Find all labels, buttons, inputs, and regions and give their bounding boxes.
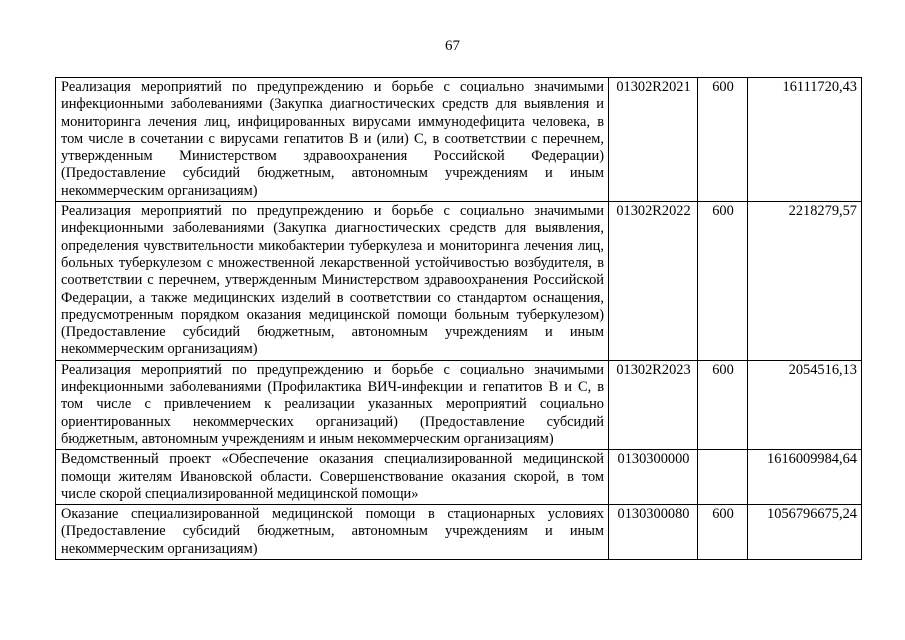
table-row	[56, 78, 862, 202]
row-amount: 1616009984,64	[748, 450, 862, 505]
table-row	[56, 360, 862, 449]
row-target-code: 0130300080	[609, 505, 698, 560]
table-row	[56, 505, 862, 560]
row-amount: 16111720,43	[748, 78, 862, 202]
row-amount: 2054516,13	[748, 360, 862, 449]
table-row	[56, 450, 862, 505]
row-description: Оказание специализированной медицинской помощи в стационарных условиях (Предоставление субсидий бюджетным, автономным учреждениям и иным некоммерческим организациям)	[56, 505, 609, 560]
row-expense-type: 600	[698, 202, 748, 361]
row-target-code: 0130300000	[609, 450, 698, 505]
row-target-code: 01302R2022	[609, 202, 698, 361]
row-expense-type: 600	[698, 360, 748, 449]
row-description: Реализация мероприятий по предупреждению и борьбе с социально значимыми инфекционными заболеваниями (Закупка диагностических средств для выявления и мониторинга лечения лиц, инфицированных вирусами иммунодефицита человека, в том числе в сочетании с вирусами гепатитов B и (или) C, в соответствии с перечнем, утвержденным Министерством здравоохранения Российской Федерации) (Предоставление субсидий бюджетным, автономным учреждениям и иным некоммерческим организациям)	[56, 78, 609, 202]
row-description: Реализация мероприятий по предупреждению и борьбе с социально значимыми инфекционными заболеваниями (Профилактика ВИЧ-инфекции и гепатитов B и C, в том числе с привлечением к реализации указанных мероприятий социально ориентированных некоммерческих организаций) (Предоставление субсидий бюджетным, автономным учреждениям и иным некоммерческим организациям)	[56, 360, 609, 449]
row-amount: 2218279,57	[748, 202, 862, 361]
row-expense-type: 600	[698, 505, 748, 560]
row-target-code: 01302R2021	[609, 78, 698, 202]
budget-table	[55, 77, 862, 560]
row-description: Ведомственный проект «Обеспечение оказания специализированной медицинской помощи жителям Ивановской области. Совершенствование оказания скорой, в том числе скорой специализированной медицинской помощи»	[56, 450, 609, 505]
row-expense-type	[698, 450, 748, 505]
row-description: Реализация мероприятий по предупреждению и борьбе с социально значимыми инфекционными заболеваниями (Закупка диагностических средств для выявления, определения чувствительности микобактерии туберкулеза и мониторинга лечения лиц, больных туберкулезом с множественной лекарственной устойчивостью возбудителя, в соответствии с перечнем, утвержденным Министерством здравоохранения Российской Федерации, а также медицинских изделий в соответствии со стандартом оснащения, предусмотренным порядком оказания медицинской помощи больным туберкулезом) (Предоставление субсидий бюджетным, автономным учреждениям и иным некоммерческим организациям)	[56, 202, 609, 361]
row-target-code: 01302R2023	[609, 360, 698, 449]
table-row	[56, 202, 862, 361]
row-amount: 1056796675,24	[748, 505, 862, 560]
row-expense-type: 600	[698, 78, 748, 202]
page-number: 67	[445, 38, 460, 54]
